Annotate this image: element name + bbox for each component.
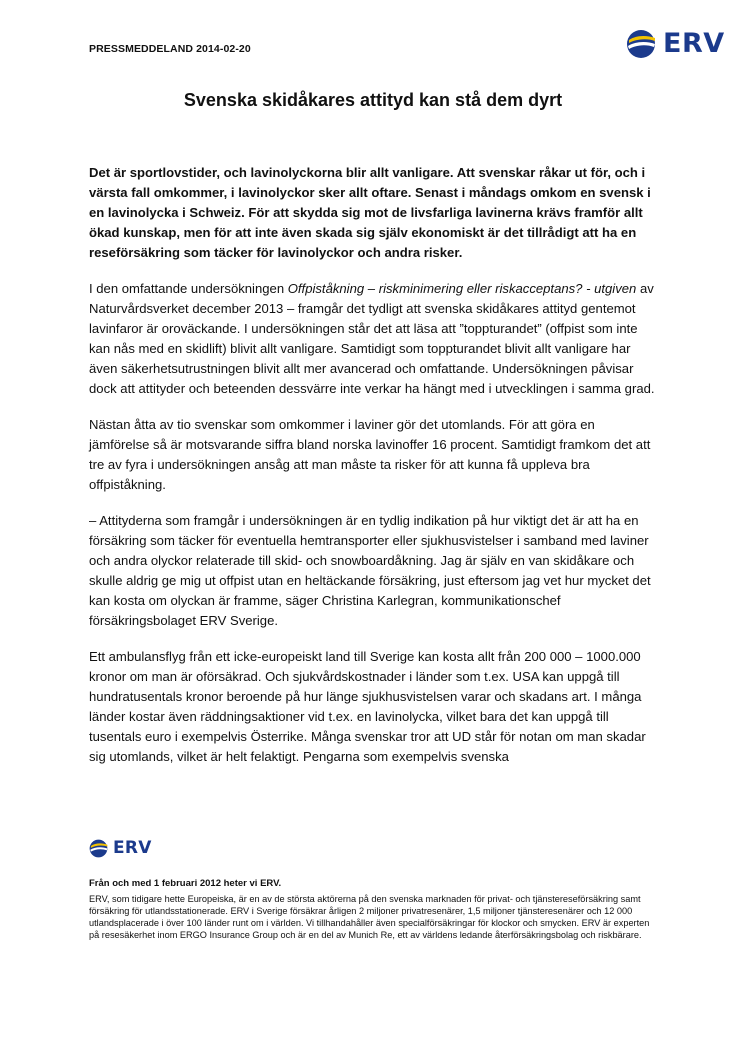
- footer-erv-logo: [89, 838, 152, 858]
- paragraph-statistics: Nästan åtta av tio svenskar som omkommer i laviner gör det utomlands. För att göra en jämförelse så är motsvarande siffra bland norska lavinoffer 16 procent. Samtidigt framkom det att tre av fyra i undersökningen ansåg att man måste ta risker för att kunna få uppleva bra offpiståkning.: [89, 417, 651, 492]
- page-title: Svenska skidåkares attityd kan stå dem dyrt: [183, 90, 563, 110]
- survey-title: Offpiståkning – riskminimering eller riskacceptans? - utgiven: [287, 281, 637, 296]
- erv-logo-icon: [626, 29, 656, 59]
- footer-about: [89, 878, 659, 941]
- footer-heading: Från och med 1 februari 2012 heter vi ERV.: [89, 878, 282, 889]
- paragraph-survey-post: av Naturvårdsverket december 2013 – framgår det tydligt att svenska skidåkares attityd gentemot lavinfaror är oroväckande. I undersökningen står det att läsa att ”toppturandet” (offpist som inte kan nås med en skidlift) blivit allt vanligare. Samtidigt som toppturandet blivit allt vanligare har även säkerhetsutrustningen blivit allt mer avancerad och omfattande. Undersökningen påvisar dock att attityder och beteenden dessvärre inte verkar ha hängt med i utvecklingen i samma grad.: [89, 281, 655, 396]
- erv-logo: [626, 28, 725, 59]
- footer-logo-wordmark: ERV: [113, 838, 152, 858]
- paragraph-quote: – Attityderna som framgår i undersökningen är en tydlig indikation på hur viktigt det är att ha en försäkring som täcker för eventuella hemtransporter eller sjukhusvistelser i samband med laviner och andra olyckor relaterade till skid- och snowboardåkning. Jag är själv en van skidåkare och skulle aldrig ge mig ut offpist utan en heltäckande försäkring, just eftersom jag vet hur mycket det kan kosta om olyckan är framme, säger Christina Karlegran, kommunikationschef försäkringsbolaget ERV Sverige.: [89, 513, 651, 628]
- footer-text: ERV, som tidigare hette Europeiska, är en av de största aktörerna på den svenska marknaden för privat- och tjänstereseförsäkring samt försäkring för utlandsstationerade. ERV i Sverige försäkrar årligen 2 miljoner privatresenärer, 1,5 miljoner tjänsteresenärer och 12 000 utlandsplacerade i över 100 länder runt om i världen. Vi tillhandahåller även specialförsäkringar för klockor och smycken. ERV är experten på resesäkerhet inom ERGO Insurance Group och är en del av Munich Re, ett av världens ledande återförsäkringsbolag och riskbärare.: [89, 894, 650, 940]
- logo-wordmark: ERV: [663, 28, 725, 59]
- article-body: [89, 163, 657, 783]
- lead-paragraph: Det är sportlovstider, och lavinolyckorna blir allt vanligare. Att svenskar råkar ut för, och i värsta fall omkommer, i lavinolyckor sker allt oftare. Senast i måndags omkom en svensk i en lavinolycka i Schweiz. För att skydda sig mot de livsfarliga lavinerna krävs framför allt ökad kunskap, men för att inte även skada sig själv ekonomiskt är det tillrådigt att ha en reseförsäkring som täcker för lavinolyckor och andra risker.: [89, 165, 651, 260]
- press-release-date-label: PRESSMEDDELAND 2014-02-20: [89, 43, 251, 55]
- paragraph-costs: Ett ambulansflyg från ett icke-europeiskt land till Sverige kan kosta allt från 200 000 – 1000.000 kronor om man är oförsäkrad. Och sjukvårdskostnader i länder som t.ex. USA kan uppgå till hundratusentals kronor beroende på hur länge sjukhusvistelsen varar och skadans art. I många länder kostar även räddningsaktioner vid t.ex. en lavinolycka, vilket bara det kan uppgå till tusentals euro i exempelvis Österrike. Många svenskar tror att UD står för notan om man skadar sig utomlands, vilket är helt felaktigt. Pengarna som exempelvis svenska: [89, 649, 646, 764]
- paragraph-survey: [89, 279, 657, 399]
- footer-erv-logo-icon: [89, 839, 108, 858]
- paragraph-survey-pre: I den omfattande undersökningen: [89, 281, 288, 296]
